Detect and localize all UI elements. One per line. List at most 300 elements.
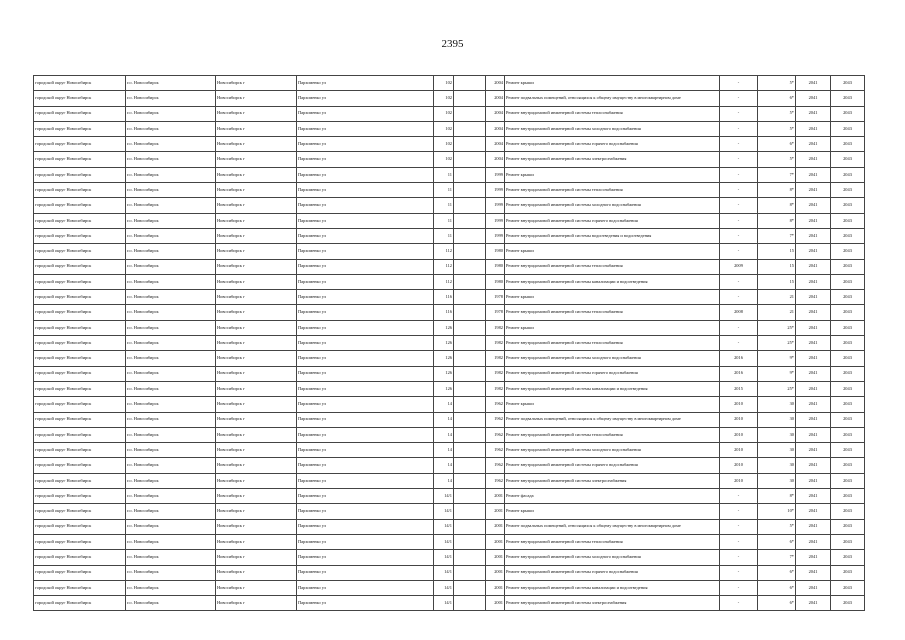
plan-end-year-cell: 2043 (831, 504, 865, 519)
table-row (34, 121, 865, 136)
plan-end-year-cell: 2043 (831, 550, 865, 565)
last-repair-year-cell: - (720, 121, 758, 136)
work-type-cell: Ремонт подвальных помещений, относящихся к общему имуществу в многоквартирном доме (505, 412, 720, 427)
city-district-cell: г.о. Новосибирск (126, 137, 216, 152)
work-type-cell: Ремонт крыши (505, 244, 720, 259)
locality-cell: Новосибирск г (216, 320, 297, 335)
plan-start-year-cell: 2041 (796, 259, 831, 274)
municipality-cell: городской округ Новосибирск (34, 76, 126, 91)
plan-start-year-cell: 2041 (796, 397, 831, 412)
table-row (34, 550, 865, 565)
plan-start-year-cell: 2041 (796, 519, 831, 534)
build-year-cell: 2004 (486, 152, 505, 167)
build-year-cell: 2001 (486, 519, 505, 534)
house-number-cell: 112 (434, 274, 454, 289)
municipality-cell: городской округ Новосибирск (34, 91, 126, 106)
house-building-cell (454, 504, 486, 519)
house-number-cell: 11 (434, 228, 454, 243)
house-building-cell (454, 427, 486, 442)
plan-end-year-cell: 2043 (831, 473, 865, 488)
house-building-cell (454, 259, 486, 274)
table-row (34, 213, 865, 228)
table-row (34, 76, 865, 91)
service-life-cell: 8* (758, 198, 796, 213)
municipality-cell: городской округ Новосибирск (34, 565, 126, 580)
municipality-cell: городской округ Новосибирск (34, 550, 126, 565)
table-row (34, 320, 865, 335)
house-building-cell (454, 76, 486, 91)
work-type-cell: Ремонт внутридомовой инженерной системы теплоснабжения (505, 106, 720, 121)
municipality-cell: городской округ Новосибирск (34, 152, 126, 167)
house-number-cell: 14/1 (434, 519, 454, 534)
work-type-cell: Ремонт внутридомовой инженерной системы теплоснабжения (505, 259, 720, 274)
house-building-cell (454, 274, 486, 289)
plan-start-year-cell: 2041 (796, 91, 831, 106)
locality-cell: Новосибирск г (216, 519, 297, 534)
build-year-cell: 1982 (486, 381, 505, 396)
city-district-cell: г.о. Новосибирск (126, 381, 216, 396)
municipality-cell: городской округ Новосибирск (34, 519, 126, 534)
municipality-cell: городской округ Новосибирск (34, 381, 126, 396)
house-number-cell: 14/1 (434, 489, 454, 504)
plan-start-year-cell: 2041 (796, 580, 831, 595)
house-number-cell: 14 (434, 412, 454, 427)
house-building-cell (454, 458, 486, 473)
house-building-cell (454, 397, 486, 412)
house-number-cell: 126 (434, 381, 454, 396)
plan-end-year-cell: 2043 (831, 137, 865, 152)
street-cell: Пархоменко ул (297, 412, 434, 427)
house-building-cell (454, 534, 486, 549)
street-cell: Пархоменко ул (297, 290, 434, 305)
service-life-cell: 5* (758, 106, 796, 121)
locality-cell: Новосибирск г (216, 213, 297, 228)
house-number-cell: 14/1 (434, 534, 454, 549)
plan-end-year-cell: 2043 (831, 259, 865, 274)
work-type-cell: Ремонт внутридомовой инженерной системы холодного водоснабжения (505, 443, 720, 458)
work-type-cell: Ремонт крыши (505, 397, 720, 412)
table-row (34, 443, 865, 458)
build-year-cell: 1982 (486, 366, 505, 381)
locality-cell: Новосибирск г (216, 381, 297, 396)
plan-end-year-cell: 2043 (831, 198, 865, 213)
street-cell: Пархоменко ул (297, 121, 434, 136)
table-row (34, 244, 865, 259)
build-year-cell: 1978 (486, 290, 505, 305)
house-building-cell (454, 198, 486, 213)
locality-cell: Новосибирск г (216, 167, 297, 182)
build-year-cell: 2004 (486, 106, 505, 121)
build-year-cell: 2004 (486, 91, 505, 106)
table-row (34, 106, 865, 121)
build-year-cell: 1962 (486, 427, 505, 442)
service-life-cell: 5* (758, 519, 796, 534)
repair-register-table (33, 75, 865, 611)
last-repair-year-cell: - (720, 274, 758, 289)
table-row (34, 336, 865, 351)
last-repair-year-cell: - (720, 76, 758, 91)
house-building-cell (454, 167, 486, 182)
street-cell: Пархоменко ул (297, 167, 434, 182)
locality-cell: Новосибирск г (216, 183, 297, 198)
table-row (34, 504, 865, 519)
municipality-cell: городской округ Новосибирск (34, 366, 126, 381)
plan-start-year-cell: 2041 (796, 106, 831, 121)
build-year-cell: 2004 (486, 137, 505, 152)
street-cell: Пархоменко ул (297, 183, 434, 198)
plan-start-year-cell: 2041 (796, 504, 831, 519)
build-year-cell: 2001 (486, 489, 505, 504)
house-building-cell (454, 244, 486, 259)
build-year-cell: 1962 (486, 458, 505, 473)
last-repair-year-cell: 2010 (720, 427, 758, 442)
last-repair-year-cell: - (720, 183, 758, 198)
locality-cell: Новосибирск г (216, 137, 297, 152)
municipality-cell: городской округ Новосибирск (34, 320, 126, 335)
build-year-cell: 2001 (486, 534, 505, 549)
house-building-cell (454, 381, 486, 396)
street-cell: Пархоменко ул (297, 565, 434, 580)
house-number-cell: 102 (434, 106, 454, 121)
locality-cell: Новосибирск г (216, 290, 297, 305)
house-number-cell: 14 (434, 427, 454, 442)
house-building-cell (454, 412, 486, 427)
table-row (34, 427, 865, 442)
work-type-cell: Ремонт крыши (505, 504, 720, 519)
table-row (34, 198, 865, 213)
plan-end-year-cell: 2043 (831, 565, 865, 580)
plan-end-year-cell: 2043 (831, 274, 865, 289)
table-row (34, 274, 865, 289)
city-district-cell: г.о. Новосибирск (126, 152, 216, 167)
house-number-cell: 116 (434, 290, 454, 305)
street-cell: Пархоменко ул (297, 596, 434, 611)
work-type-cell: Ремонт внутридомовой инженерной системы канализации и водоотведения (505, 381, 720, 396)
build-year-cell: 1962 (486, 473, 505, 488)
locality-cell: Новосибирск г (216, 336, 297, 351)
service-life-cell: 7* (758, 228, 796, 243)
plan-end-year-cell: 2043 (831, 91, 865, 106)
locality-cell: Новосибирск г (216, 274, 297, 289)
table-row (34, 381, 865, 396)
table-row (34, 183, 865, 198)
house-number-cell: 102 (434, 91, 454, 106)
build-year-cell: 1999 (486, 183, 505, 198)
plan-start-year-cell: 2041 (796, 366, 831, 381)
street-cell: Пархоменко ул (297, 580, 434, 595)
plan-start-year-cell: 2041 (796, 290, 831, 305)
plan-start-year-cell: 2041 (796, 320, 831, 335)
municipality-cell: городской округ Новосибирск (34, 580, 126, 595)
locality-cell: Новосибирск г (216, 244, 297, 259)
build-year-cell: 1962 (486, 397, 505, 412)
plan-start-year-cell: 2041 (796, 167, 831, 182)
table-row (34, 565, 865, 580)
city-district-cell: г.о. Новосибирск (126, 305, 216, 320)
service-life-cell: 6* (758, 534, 796, 549)
plan-start-year-cell: 2041 (796, 137, 831, 152)
house-number-cell: 14 (434, 397, 454, 412)
last-repair-year-cell: - (720, 504, 758, 519)
service-life-cell: 30 (758, 427, 796, 442)
municipality-cell: городской округ Новосибирск (34, 198, 126, 213)
build-year-cell: 2001 (486, 596, 505, 611)
service-life-cell: 30 (758, 397, 796, 412)
city-district-cell: г.о. Новосибирск (126, 580, 216, 595)
service-life-cell: 25* (758, 320, 796, 335)
last-repair-year-cell: - (720, 137, 758, 152)
table-row (34, 167, 865, 182)
city-district-cell: г.о. Новосибирск (126, 91, 216, 106)
street-cell: Пархоменко ул (297, 351, 434, 366)
work-type-cell: Ремонт внутридомовой инженерной системы холодного водоснабжения (505, 550, 720, 565)
locality-cell: Новосибирск г (216, 534, 297, 549)
city-district-cell: г.о. Новосибирск (126, 427, 216, 442)
municipality-cell: городской округ Новосибирск (34, 228, 126, 243)
municipality-cell: городской округ Новосибирск (34, 244, 126, 259)
locality-cell: Новосибирск г (216, 489, 297, 504)
city-district-cell: г.о. Новосибирск (126, 489, 216, 504)
locality-cell: Новосибирск г (216, 412, 297, 427)
locality-cell: Новосибирск г (216, 305, 297, 320)
plan-end-year-cell: 2043 (831, 580, 865, 595)
house-building-cell (454, 290, 486, 305)
plan-start-year-cell: 2041 (796, 183, 831, 198)
city-district-cell: г.о. Новосибирск (126, 244, 216, 259)
house-number-cell: 11 (434, 213, 454, 228)
build-year-cell: 2001 (486, 580, 505, 595)
house-number-cell: 14 (434, 473, 454, 488)
work-type-cell: Ремонт внутридомовой инженерной системы водоотведения и водоотведения (505, 228, 720, 243)
last-repair-year-cell: 2008 (720, 305, 758, 320)
locality-cell: Новосибирск г (216, 366, 297, 381)
street-cell: Пархоменко ул (297, 137, 434, 152)
table-row (34, 228, 865, 243)
house-number-cell: 126 (434, 351, 454, 366)
plan-end-year-cell: 2043 (831, 443, 865, 458)
plan-end-year-cell: 2043 (831, 244, 865, 259)
service-life-cell: 6* (758, 580, 796, 595)
last-repair-year-cell: - (720, 290, 758, 305)
work-type-cell: Ремонт внутридомовой инженерной системы горячего водоснабжения (505, 137, 720, 152)
service-life-cell: 9* (758, 366, 796, 381)
build-year-cell: 1999 (486, 228, 505, 243)
last-repair-year-cell: - (720, 198, 758, 213)
work-type-cell: Ремонт подвальных помещений, относящихся к общему имуществу в многоквартирном доме (505, 519, 720, 534)
street-cell: Пархоменко ул (297, 274, 434, 289)
service-life-cell: 30 (758, 458, 796, 473)
plan-start-year-cell: 2041 (796, 121, 831, 136)
city-district-cell: г.о. Новосибирск (126, 351, 216, 366)
city-district-cell: г.о. Новосибирск (126, 366, 216, 381)
municipality-cell: городской округ Новосибирск (34, 489, 126, 504)
table-row (34, 519, 865, 534)
city-district-cell: г.о. Новосибирск (126, 183, 216, 198)
table-row (34, 91, 865, 106)
plan-end-year-cell: 2043 (831, 290, 865, 305)
plan-start-year-cell: 2041 (796, 458, 831, 473)
last-repair-year-cell: - (720, 489, 758, 504)
plan-start-year-cell: 2041 (796, 565, 831, 580)
work-type-cell: Ремонт внутридомовой инженерной системы канализации и водоотведения (505, 580, 720, 595)
last-repair-year-cell: - (720, 580, 758, 595)
street-cell: Пархоменко ул (297, 519, 434, 534)
house-number-cell: 102 (434, 152, 454, 167)
house-building-cell (454, 565, 486, 580)
plan-end-year-cell: 2043 (831, 106, 865, 121)
plan-start-year-cell: 2041 (796, 443, 831, 458)
house-building-cell (454, 489, 486, 504)
municipality-cell: городской округ Новосибирск (34, 290, 126, 305)
table-row (34, 366, 865, 381)
plan-end-year-cell: 2043 (831, 397, 865, 412)
house-building-cell (454, 137, 486, 152)
work-type-cell: Ремонт внутридомовой инженерной системы теплоснабжения (505, 534, 720, 549)
plan-end-year-cell: 2043 (831, 381, 865, 396)
last-repair-year-cell: 2009 (720, 259, 758, 274)
house-building-cell (454, 305, 486, 320)
plan-start-year-cell: 2041 (796, 550, 831, 565)
service-life-cell: 7* (758, 167, 796, 182)
house-building-cell (454, 580, 486, 595)
service-life-cell: 5* (758, 76, 796, 91)
municipality-cell: городской округ Новосибирск (34, 397, 126, 412)
work-type-cell: Ремонт внутридомовой инженерной системы электроснабжения (505, 473, 720, 488)
plan-start-year-cell: 2041 (796, 274, 831, 289)
municipality-cell: городской округ Новосибирск (34, 336, 126, 351)
house-number-cell: 126 (434, 366, 454, 381)
locality-cell: Новосибирск г (216, 76, 297, 91)
street-cell: Пархоменко ул (297, 259, 434, 274)
service-life-cell: 30 (758, 412, 796, 427)
work-type-cell: Ремонт внутридомовой инженерной системы электроснабжения (505, 596, 720, 611)
service-life-cell: 8* (758, 489, 796, 504)
city-district-cell: г.о. Новосибирск (126, 259, 216, 274)
last-repair-year-cell: 2010 (720, 443, 758, 458)
plan-start-year-cell: 2041 (796, 489, 831, 504)
service-life-cell: 25* (758, 336, 796, 351)
street-cell: Пархоменко ул (297, 336, 434, 351)
locality-cell: Новосибирск г (216, 397, 297, 412)
plan-end-year-cell: 2043 (831, 366, 865, 381)
street-cell: Пархоменко ул (297, 213, 434, 228)
street-cell: Пархоменко ул (297, 381, 434, 396)
house-number-cell: 14 (434, 443, 454, 458)
house-number-cell: 126 (434, 320, 454, 335)
service-life-cell: 6* (758, 91, 796, 106)
last-repair-year-cell: - (720, 565, 758, 580)
service-life-cell: 15 (758, 274, 796, 289)
locality-cell: Новосибирск г (216, 443, 297, 458)
house-number-cell: 11 (434, 167, 454, 182)
work-type-cell: Ремонт внутридомовой инженерной системы горячего водоснабжения (505, 458, 720, 473)
locality-cell: Новосибирск г (216, 427, 297, 442)
page-number: 2395 (441, 38, 464, 50)
work-type-cell: Ремонт подвальных помещений, относящихся к общему имуществу в многоквартирном доме (505, 91, 720, 106)
street-cell: Пархоменко ул (297, 228, 434, 243)
city-district-cell: г.о. Новосибирск (126, 504, 216, 519)
last-repair-year-cell: - (720, 228, 758, 243)
plan-start-year-cell: 2041 (796, 198, 831, 213)
plan-end-year-cell: 2043 (831, 489, 865, 504)
last-repair-year-cell: - (720, 91, 758, 106)
table-row (34, 259, 865, 274)
house-building-cell (454, 366, 486, 381)
city-district-cell: г.о. Новосибирск (126, 458, 216, 473)
locality-cell: Новосибирск г (216, 580, 297, 595)
city-district-cell: г.о. Новосибирск (126, 290, 216, 305)
municipality-cell: городской округ Новосибирск (34, 183, 126, 198)
build-year-cell: 1980 (486, 274, 505, 289)
last-repair-year-cell: 2015 (720, 381, 758, 396)
last-repair-year-cell: - (720, 152, 758, 167)
work-type-cell: Ремонт внутридомовой инженерной системы горячего водоснабжения (505, 366, 720, 381)
city-district-cell: г.о. Новосибирск (126, 320, 216, 335)
work-type-cell: Ремонт фасада (505, 489, 720, 504)
last-repair-year-cell: 2010 (720, 397, 758, 412)
locality-cell: Новосибирск г (216, 550, 297, 565)
street-cell: Пархоменко ул (297, 534, 434, 549)
house-number-cell: 102 (434, 137, 454, 152)
plan-end-year-cell: 2043 (831, 336, 865, 351)
service-life-cell: 6* (758, 596, 796, 611)
locality-cell: Новосибирск г (216, 121, 297, 136)
plan-start-year-cell: 2041 (796, 228, 831, 243)
table-row (34, 305, 865, 320)
plan-start-year-cell: 2041 (796, 351, 831, 366)
work-type-cell: Ремонт внутридомовой инженерной системы теплоснабжения (505, 305, 720, 320)
last-repair-year-cell: - (720, 167, 758, 182)
work-type-cell: Ремонт внутридомовой инженерной системы теплоснабжения (505, 183, 720, 198)
city-district-cell: г.о. Новосибирск (126, 121, 216, 136)
municipality-cell: городской округ Новосибирск (34, 167, 126, 182)
house-number-cell: 11 (434, 198, 454, 213)
build-year-cell: 1982 (486, 320, 505, 335)
work-type-cell: Ремонт крыши (505, 290, 720, 305)
last-repair-year-cell: - (720, 519, 758, 534)
last-repair-year-cell: - (720, 106, 758, 121)
municipality-cell: городской округ Новосибирск (34, 534, 126, 549)
city-district-cell: г.о. Новосибирск (126, 397, 216, 412)
work-type-cell: Ремонт внутридомовой инженерной системы теплоснабжения (505, 336, 720, 351)
last-repair-year-cell: - (720, 213, 758, 228)
work-type-cell: Ремонт внутридомовой инженерной системы электроснабжения (505, 152, 720, 167)
service-life-cell: 30 (758, 443, 796, 458)
municipality-cell: городской округ Новосибирск (34, 106, 126, 121)
locality-cell: Новосибирск г (216, 198, 297, 213)
work-type-cell: Ремонт внутридомовой инженерной системы канализации и водоотведения (505, 274, 720, 289)
house-number-cell: 11 (434, 183, 454, 198)
service-life-cell: 8* (758, 213, 796, 228)
city-district-cell: г.о. Новосибирск (126, 274, 216, 289)
table-row (34, 397, 865, 412)
street-cell: Пархоменко ул (297, 427, 434, 442)
house-building-cell (454, 550, 486, 565)
work-type-cell: Ремонт крыши (505, 167, 720, 182)
city-district-cell: г.о. Новосибирск (126, 228, 216, 243)
service-life-cell: 6* (758, 565, 796, 580)
work-type-cell: Ремонт крыши (505, 76, 720, 91)
house-building-cell (454, 152, 486, 167)
street-cell: Пархоменко ул (297, 458, 434, 473)
house-number-cell: 116 (434, 305, 454, 320)
service-life-cell: 15 (758, 244, 796, 259)
municipality-cell: городской округ Новосибирск (34, 351, 126, 366)
build-year-cell: 2001 (486, 550, 505, 565)
locality-cell: Новосибирск г (216, 351, 297, 366)
service-life-cell: 25* (758, 381, 796, 396)
street-cell: Пархоменко ул (297, 366, 434, 381)
